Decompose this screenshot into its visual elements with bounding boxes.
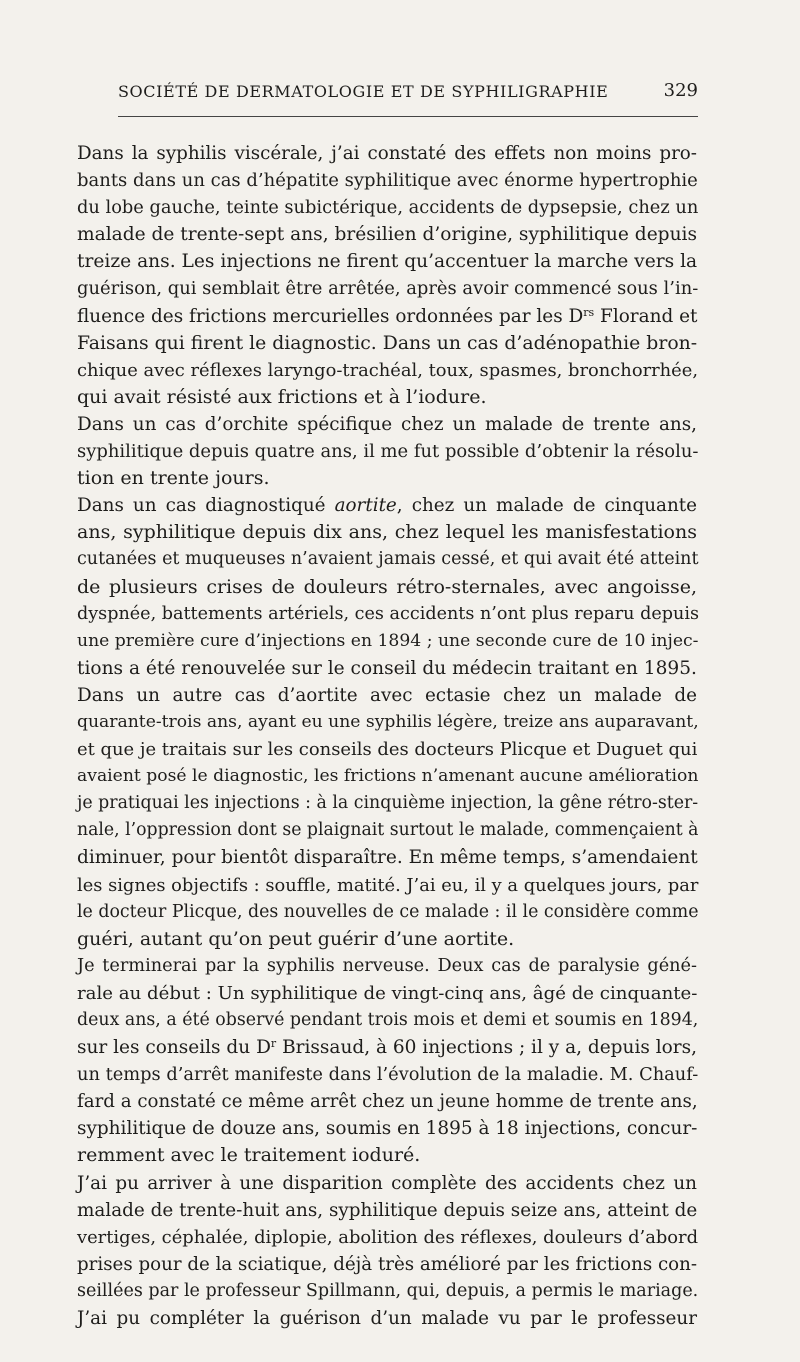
paragraph xyxy=(55,492,697,682)
text-line: une première cure d’injections en 1894 ; une seconde cure de 10 injec- xyxy=(77,630,699,651)
text-line xyxy=(55,492,697,519)
text-line: Dans la syphilis viscérale, j’ai constaté des effets non moins pro- xyxy=(77,143,697,164)
running-title: SOCIÉTÉ DE DERMATOLOGIE ET DE SYPHILIGRAPHIE xyxy=(118,82,609,101)
italic-term: aortite xyxy=(334,495,397,517)
paragraph xyxy=(55,140,697,411)
text-line: avaient posé le diagnostic, les frictions n’amenant aucune amélioration xyxy=(77,766,699,787)
text-line: tion en trente jours. xyxy=(77,467,270,490)
paragraph xyxy=(55,1305,697,1332)
text-line: syphilitique depuis quatre ans, il me fut possible d’obtenir la résolu- xyxy=(77,441,699,463)
text-segment: Dans un cas diagnostiqué xyxy=(77,495,335,517)
paragraph xyxy=(55,682,697,953)
superscript: r xyxy=(270,1037,277,1051)
text-line: ans, syphilitique depuis dix ans, chez lequel les manisfestations xyxy=(77,521,697,544)
text-line: J’ai pu arriver à une disparition complète des accidents chez un xyxy=(77,1172,697,1194)
text-line: fard a constaté ce même arrêt chez un jeune homme de trente ans, xyxy=(77,1091,698,1113)
paragraph xyxy=(55,411,697,492)
text-line: Dans un cas d’orchite spécifique chez un malade de trente ans, xyxy=(77,413,697,435)
text-line: cutanées et muqueuses n’avaient jamais cessé, et qui avait été atteint xyxy=(77,549,699,570)
text-line: remment avec le traitement ioduré. xyxy=(77,1144,421,1167)
text-line: vertiges, céphalée, diplopie, abolition des réflexes, douleurs d’abord xyxy=(77,1226,699,1248)
text-line: de plusieurs crises de douleurs rétro-sternales, avec angoisse, xyxy=(77,575,697,598)
text-line: nale, l’oppression dont se plaignait surtout le malade, commençaient à xyxy=(77,820,699,841)
text-line: dyspnée, battements artériels, ces accidents n’ont plus reparu depuis xyxy=(77,603,699,624)
text-segment: Brissaud, à 60 injections ; il y a, depuis lors, xyxy=(276,1037,698,1059)
paragraph xyxy=(55,1170,697,1305)
text-line: chique avec réflexes laryngo-trachéal, toux, spasmes, bronchorrhée, xyxy=(77,359,699,381)
text-line: qui avait résisté aux frictions et à l’iodure. xyxy=(77,385,487,408)
text-line: et que je traitais sur les conseils des docteurs Plicque et Duguet qui xyxy=(77,739,698,761)
text-line: Dans un autre cas d’aortite avec ectasie chez un malade de xyxy=(77,684,697,706)
running-header xyxy=(118,76,698,108)
text-segment: sur les conseils du D xyxy=(77,1037,271,1059)
text-line: le docteur Plicque, des nouvelles de ce malade : il le considère comme xyxy=(77,901,699,922)
page-number: 329 xyxy=(663,80,698,101)
text-line: les signes objectifs : souffle, matité. J’ai eu, il y a quelques jours, par xyxy=(77,874,699,896)
text-line: treize ans. Les injections ne firent qu’accentuer la marche vers la xyxy=(77,251,698,273)
text-segment: Florand et xyxy=(594,305,698,327)
text-line: Faisans qui firent le diagnostic. Dans un cas d’adénopathie bron- xyxy=(77,332,698,354)
paragraph xyxy=(55,953,697,1170)
text-line: syphilitique de douze ans, soumis en 1895 à 18 injections, concur- xyxy=(77,1118,698,1140)
text-line: prises pour de la sciatique, déjà très amélioré par les frictions con- xyxy=(77,1253,698,1275)
text-line: J’ai pu compléter la guérison d’un malade vu par le professeur xyxy=(77,1308,697,1330)
text-line: rale au début : Un syphilitique de vingt-cinq ans, âgé de cinquante- xyxy=(77,982,698,1004)
superscript: rs xyxy=(583,305,595,319)
header-rule xyxy=(118,116,698,117)
text-line xyxy=(55,303,697,330)
text-line: Je terminerai par la syphilis nerveuse. Deux cas de paralysie géné- xyxy=(77,955,697,976)
text-segment: , chez un malade de cinquante xyxy=(396,495,697,517)
text-segment: fluence des frictions mercurielles ordonnées par les D xyxy=(77,305,584,327)
text-line: je pratiquai les injections : à la cinquième injection, la gêne rétro-ster- xyxy=(77,793,699,814)
text-line xyxy=(55,1034,697,1061)
text-line: quarante-trois ans, ayant eu une syphilis légère, treize ans auparavant, xyxy=(77,711,699,732)
text-line: du lobe gauche, teinte subictérique, accidents de dypsepsie, chez un xyxy=(77,197,699,219)
body-text xyxy=(55,140,697,1332)
text-line: guérison, qui semblait être arrêtée, après avoir commencé sous l’in- xyxy=(77,278,699,300)
text-line: malade de trente-huit ans, syphilitique depuis seize ans, atteint de xyxy=(77,1199,698,1221)
text-line: un temps d’arrêt manifeste dans l’évolution de la maladie. M. Chauf- xyxy=(77,1064,699,1086)
text-line: tions a été renouvelée sur le conseil du médecin traitant en 1895. xyxy=(77,657,697,679)
text-line: guéri, autant qu’on peut guérir d’une aortite. xyxy=(77,927,515,950)
text-line: diminuer, pour bientôt disparaître. En même temps, s’amendaient xyxy=(77,847,698,869)
text-line: malade de trente-sept ans, brésilien d’origine, syphilitique depuis xyxy=(77,224,698,246)
text-line: deux ans, a été observé pendant trois mois et demi et soumis en 1894, xyxy=(77,1010,699,1030)
text-line: bants dans un cas d’hépatite syphilitique avec énorme hypertrophie xyxy=(77,170,698,192)
text-line: seillées par le professeur Spillmann, qui, depuis, a permis le mariage. xyxy=(77,1280,699,1301)
